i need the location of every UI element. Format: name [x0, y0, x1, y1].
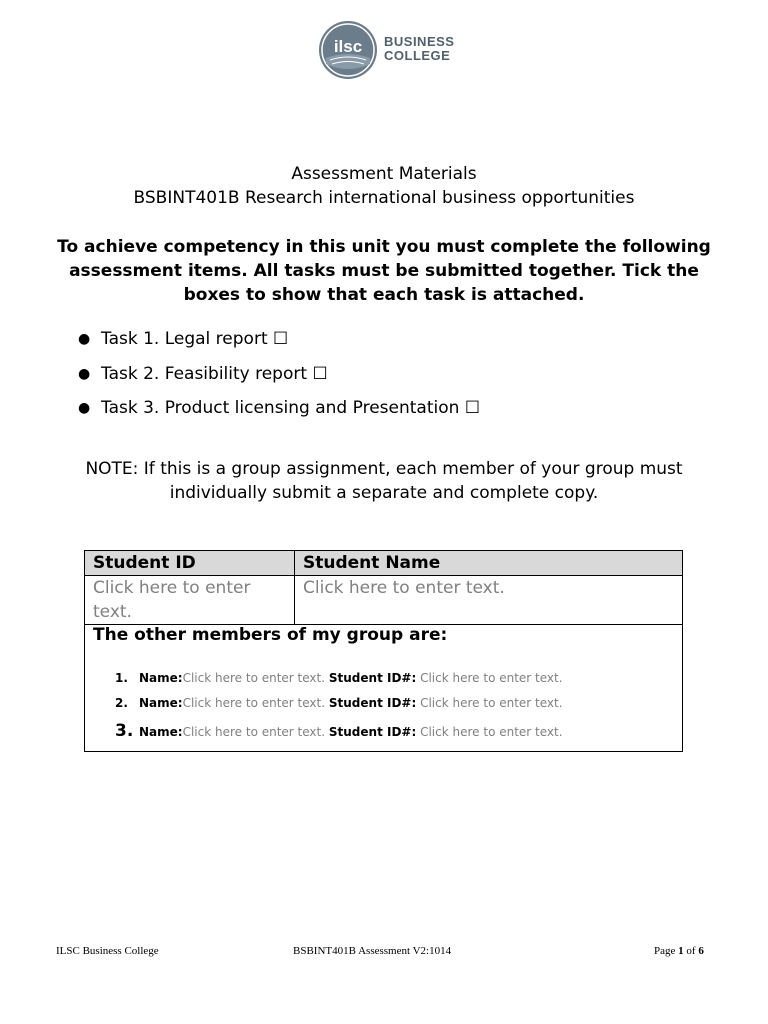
task-item-1 — [78, 329, 480, 364]
ilsc-seal-icon — [318, 20, 378, 80]
member-id-field[interactable]: Click here to enter text. — [420, 725, 563, 739]
ilsc-logo — [318, 20, 458, 82]
document-subtitle: BSBINT401B Research international business opportunities — [133, 188, 635, 208]
instructions-paragraph: To achieve competency in this unit you must complete the following assessment items. All tasks must be submitted together. Tick the boxes to show that each task is attached. — [57, 237, 711, 305]
member-name-field[interactable]: Click here to enter text. — [182, 696, 326, 710]
group-members-box — [84, 623, 683, 752]
document-title: Assessment Materials — [291, 164, 477, 184]
footer-version: BSBINT401B Assessment V2:1014 — [293, 945, 452, 957]
group-member-row — [115, 671, 563, 685]
member-name-field[interactable]: Click here to enter text. — [182, 725, 326, 739]
task-item-2 — [78, 364, 480, 399]
student-id-label: Student ID#: — [328, 671, 417, 685]
student-id-label: Student ID#: — [328, 725, 417, 739]
task-list — [78, 329, 480, 433]
name-label: Name: — [139, 671, 183, 685]
row-number: 3. — [115, 721, 134, 741]
seal-text: ilsc — [333, 37, 363, 56]
task-checkbox[interactable]: ☐ — [312, 363, 328, 384]
group-member-row — [115, 721, 563, 741]
footer-page-number — [654, 945, 704, 957]
task-checkbox[interactable]: ☐ — [273, 329, 289, 349]
student-id-header: Student ID — [85, 551, 295, 576]
student-name-header: Student Name — [295, 551, 683, 576]
page-current: 1 — [678, 945, 684, 957]
task-checkbox[interactable]: ☐ — [464, 398, 481, 418]
brand-line2: COLLEGE — [384, 48, 451, 63]
page-of: of — [686, 945, 696, 957]
page-total: 6 — [698, 945, 704, 957]
brand-text — [384, 35, 454, 63]
member-id-field[interactable]: Click here to enter text. — [420, 671, 563, 685]
bullet-icon: ● — [78, 331, 91, 347]
task-label: Task 3. Product licensing and Presentation — [101, 398, 460, 418]
page-prefix: Page — [654, 945, 676, 957]
student-name-field[interactable]: Click here to enter text. — [295, 576, 683, 625]
student-id-label: Student ID#: — [328, 696, 417, 710]
footer-college: ILSC Business College — [56, 945, 159, 957]
bullet-icon: ● — [78, 365, 91, 382]
member-id-field[interactable]: Click here to enter text. — [420, 696, 563, 710]
name-label: Name: — [139, 696, 183, 710]
student-table — [84, 550, 683, 625]
task-label: Task 2. Feasibility report — [101, 363, 308, 384]
name-label: Name: — [139, 725, 183, 739]
group-note: NOTE: If this is a group assignment, each member of your group must individually submit a separate and complete copy. — [85, 459, 683, 503]
group-members-heading: The other members of my group are: — [93, 625, 448, 645]
brand-line1: BUSINESS — [384, 34, 455, 49]
task-label: Task 1. Legal report — [101, 329, 268, 349]
row-number: 2. — [115, 696, 128, 710]
member-name-field[interactable]: Click here to enter text. — [182, 671, 326, 685]
row-number: 1. — [115, 671, 128, 685]
group-member-row — [115, 696, 563, 710]
student-id-field[interactable]: Click here to enter text. — [85, 576, 295, 625]
task-item-3 — [78, 398, 480, 433]
bullet-icon: ● — [78, 400, 91, 416]
